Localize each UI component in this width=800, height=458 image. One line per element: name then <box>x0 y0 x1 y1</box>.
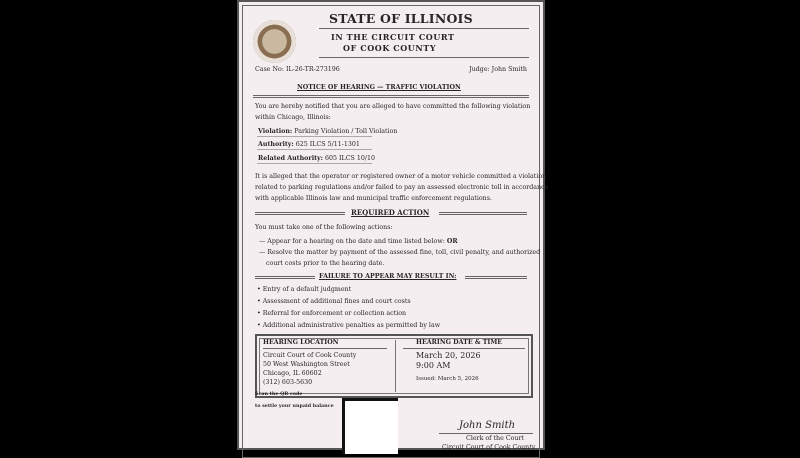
field-label: Violation: <box>258 128 293 135</box>
hearing-time: 9:00 AM <box>416 361 451 370</box>
field-label: Related Authority: <box>258 155 323 162</box>
judge: Judge: John Smith <box>469 66 527 73</box>
failure-item: • Referral for enforcement or collection action <box>257 310 407 317</box>
intro-1: You are hereby notified that you are alleged to have committed the following violation <box>255 103 531 110</box>
signer-org: Circuit Court of Cook County <box>442 444 536 451</box>
required-action-heading: REQUIRED ACTION <box>351 208 430 217</box>
qr-instruction-1: Scan the QR code <box>255 391 303 397</box>
allegation-1: It is alleged that the operator or registered owner of a motor vehicle committed a violation <box>255 173 547 180</box>
notice-title: NOTICE OF HEARING — TRAFFIC VIOLATION <box>297 84 461 91</box>
option-appear: — Appear for a hearing on the date and time listed below: <box>259 238 445 245</box>
option-pay-2: court costs prior to the hearing date. <box>266 260 385 267</box>
signature: John Smith <box>459 420 516 431</box>
field-value: Parking Violation / Toll Violation <box>294 128 398 135</box>
failure-item: • Additional administrative penalties as permitted by law <box>257 322 441 329</box>
field-value: 625 ILCS 5/11-1301 <box>295 141 360 148</box>
failure-item: • Entry of a default judgment <box>257 286 352 293</box>
location-line: Chicago, IL 60602 <box>263 370 322 377</box>
allegation-3: with applicable Illinois law and municipal traffic enforcement regulations. <box>255 195 492 202</box>
qr-code[interactable] <box>342 398 398 454</box>
or-label: OR <box>446 238 458 245</box>
issued-date: Issued: March 5, 2026 <box>416 376 479 382</box>
location-line: Circuit Court of Cook County <box>263 352 357 359</box>
state-seal-icon <box>253 20 296 63</box>
court-notice-document <box>237 0 549 451</box>
court-line-2: OF COOK COUNTY <box>343 43 437 53</box>
field-value: 605 ILCS 10/10 <box>325 155 375 162</box>
allegation-2: related to parking regulations and/or failed to pay an assessed electronic toll in accordance <box>255 184 549 191</box>
qr-instruction-2: to settle your unpaid balance <box>255 403 334 409</box>
signer-title: Clerk of the Court <box>466 435 525 442</box>
option-pay-1: — Resolve the matter by payment of the assessed fine, toll, civil penalty, and authorized <box>259 249 541 256</box>
document-title: STATE OF ILLINOIS <box>329 11 473 26</box>
field-label: Authority: <box>258 141 294 148</box>
hearing-date: March 20, 2026 <box>416 351 481 360</box>
hearing-info-box <box>255 334 533 398</box>
case-number: Case No: IL-26-TR-273196 <box>255 66 340 73</box>
court-line-1: IN THE CIRCUIT COURT <box>331 32 455 42</box>
datetime-heading: HEARING DATE & TIME <box>416 339 503 346</box>
required-intro: You must take one of the following actions: <box>255 224 393 231</box>
failure-heading: FAILURE TO APPEAR MAY RESULT IN: <box>319 273 457 280</box>
location-line: (312) 603-5630 <box>263 379 313 386</box>
intro-2: within Chicago, Illinois: <box>255 114 331 121</box>
location-heading: HEARING LOCATION <box>263 339 339 346</box>
failure-item: • Assessment of additional fines and court costs <box>257 298 411 305</box>
location-line: 50 West Washington Street <box>263 361 350 368</box>
